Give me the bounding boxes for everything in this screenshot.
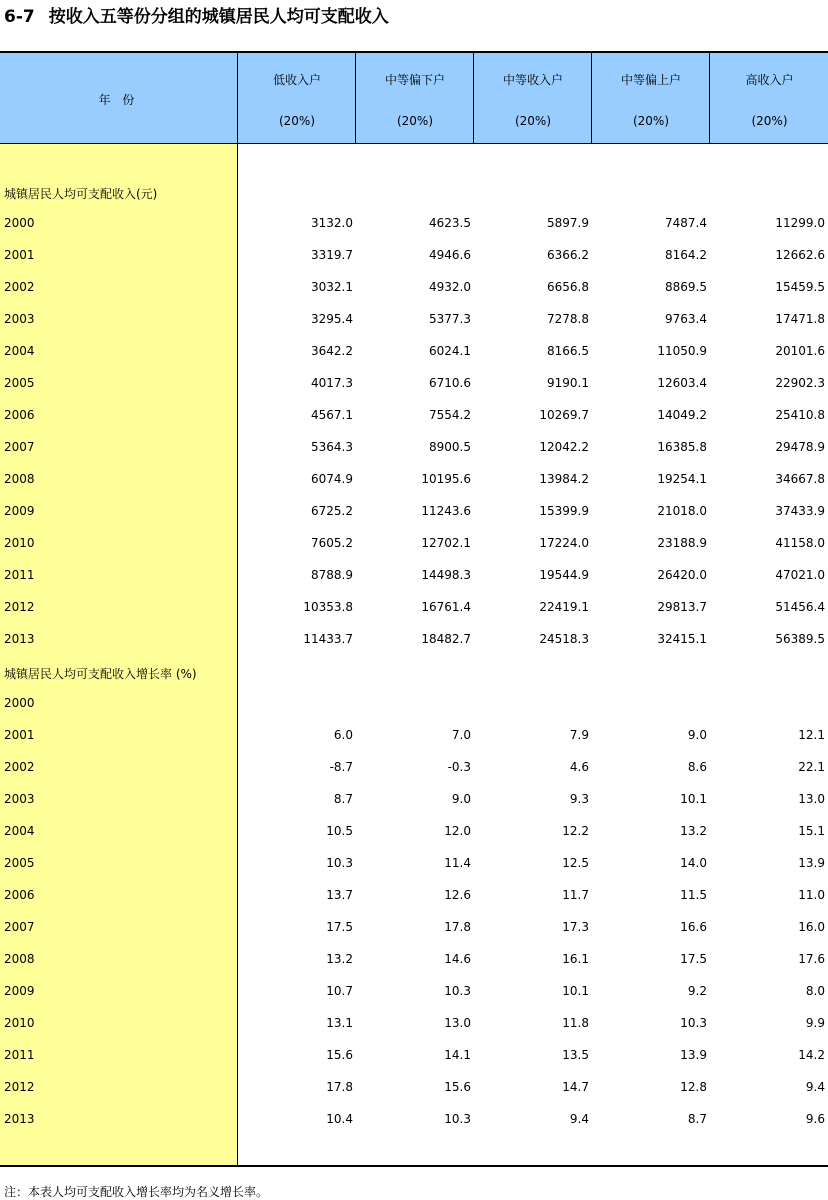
cell-value: 4567.1 <box>311 408 353 422</box>
header-col-name: 中等偏上户 <box>620 73 681 87</box>
cell-value: 22902.3 <box>775 376 825 390</box>
cell-value: 9.6 <box>805 1112 825 1126</box>
cell-value: 14.2 <box>798 1048 825 1062</box>
cell-value: 13.5 <box>562 1048 589 1062</box>
row-year: 2003 <box>4 312 35 326</box>
cell-value: 23188.9 <box>657 536 707 550</box>
row-year: 2008 <box>4 472 35 486</box>
cell-value: 17224.0 <box>539 536 589 550</box>
cell-value: -0.3 <box>447 760 471 774</box>
row-year: 2001 <box>4 728 35 742</box>
row-year: 2001 <box>4 248 35 262</box>
cell-value: 8.7 <box>687 1112 707 1126</box>
cell-value: 6656.8 <box>547 280 589 294</box>
row-year: 2004 <box>4 344 35 358</box>
cell-value: 7487.4 <box>665 216 707 230</box>
cell-value: 7554.2 <box>429 408 471 422</box>
cell-value: 18482.7 <box>421 632 471 646</box>
cell-value: 16385.8 <box>657 440 707 454</box>
table-row <box>0 272 828 304</box>
row-year: 2010 <box>4 536 35 550</box>
cell-value: 13.2 <box>326 952 353 966</box>
section-growth-label: 城镇居民人均可支配收入增长率 (%) <box>4 667 197 681</box>
cell-value: 6.0 <box>333 728 353 742</box>
bottom-rule <box>0 1165 828 1167</box>
table-row <box>0 432 828 464</box>
header-col-lower-middle <box>355 53 474 143</box>
table-row <box>0 944 828 976</box>
cell-value: 13984.2 <box>539 472 589 486</box>
header-col-middle <box>473 53 592 143</box>
cell-value: 8164.2 <box>665 248 707 262</box>
cell-value: 21018.0 <box>657 504 707 518</box>
cell-value: 10.3 <box>444 1112 471 1126</box>
table-header <box>0 53 828 144</box>
cell-value: 56389.5 <box>775 632 825 646</box>
row-year: 2007 <box>4 440 35 454</box>
cell-value: 17.5 <box>326 920 353 934</box>
row-year: 2008 <box>4 952 35 966</box>
cell-value: 5897.9 <box>547 216 589 230</box>
cell-value: 10.1 <box>680 792 707 806</box>
cell-value: 17.5 <box>680 952 707 966</box>
header-col-share: (20%) <box>514 114 552 128</box>
table-row <box>0 784 828 816</box>
cell-value: 17.8 <box>326 1080 353 1094</box>
cell-value: 4623.5 <box>429 216 471 230</box>
cell-value: 8166.5 <box>547 344 589 358</box>
cell-value: 11.4 <box>444 856 471 870</box>
cell-value: 19544.9 <box>539 568 589 582</box>
table-row <box>0 976 828 1008</box>
cell-value: 9.0 <box>687 728 707 742</box>
cell-value: 9190.1 <box>547 376 589 390</box>
cell-value: 4.6 <box>569 760 589 774</box>
cell-value: 12.1 <box>798 728 825 742</box>
cell-value: 7605.2 <box>311 536 353 550</box>
cell-value: 6074.9 <box>311 472 353 486</box>
row-year: 2012 <box>4 600 35 614</box>
cell-value: 11299.0 <box>775 216 825 230</box>
cell-value: 8.0 <box>805 984 825 998</box>
cell-value: 8869.5 <box>665 280 707 294</box>
cell-value: 16.6 <box>680 920 707 934</box>
cell-value: 10.5 <box>326 824 353 838</box>
cell-value: 4946.6 <box>429 248 471 262</box>
cell-value: 10195.6 <box>421 472 471 486</box>
row-year: 2005 <box>4 376 35 390</box>
cell-value: 13.9 <box>680 1048 707 1062</box>
cell-value: 9.0 <box>451 792 471 806</box>
cell-value: 37433.9 <box>775 504 825 518</box>
cell-value: 3032.1 <box>311 280 353 294</box>
table-row <box>0 464 828 496</box>
cell-value: 14.6 <box>444 952 471 966</box>
row-year: 2013 <box>4 632 35 646</box>
row-year: 2011 <box>4 568 35 582</box>
cell-value: 12662.6 <box>775 248 825 262</box>
row-year: 2011 <box>4 1048 35 1062</box>
cell-value: 17471.8 <box>775 312 825 326</box>
table-row <box>0 752 828 784</box>
header-col-name: 低收入户 <box>272 73 321 87</box>
table-row <box>0 1104 828 1136</box>
table-row <box>0 336 828 368</box>
cell-value: 19254.1 <box>657 472 707 486</box>
cell-value: 41158.0 <box>775 536 825 550</box>
cell-value: 14.1 <box>444 1048 471 1062</box>
row-year: 2010 <box>4 1016 35 1030</box>
cell-value: 10.3 <box>680 1016 707 1030</box>
cell-value: 6024.1 <box>429 344 471 358</box>
cell-value: 16761.4 <box>421 600 471 614</box>
table-row <box>0 240 828 272</box>
cell-value: 12.5 <box>562 856 589 870</box>
header-col-share: (20%) <box>278 114 316 128</box>
table-row <box>0 880 828 912</box>
cell-value: 12702.1 <box>421 536 471 550</box>
cell-value: 12.2 <box>562 824 589 838</box>
cell-value: 22419.1 <box>539 600 589 614</box>
cell-value: 24518.3 <box>539 632 589 646</box>
cell-value: 13.7 <box>326 888 353 902</box>
cell-value: 9.3 <box>569 792 589 806</box>
cell-value: 6725.2 <box>311 504 353 518</box>
cell-value: 10.1 <box>562 984 589 998</box>
cell-value: 14049.2 <box>657 408 707 422</box>
header-col-name: 高收入户 <box>745 73 794 87</box>
cell-value: 12042.2 <box>539 440 589 454</box>
cell-value: 14.0 <box>680 856 707 870</box>
cell-value: 47021.0 <box>775 568 825 582</box>
cell-value: 11433.7 <box>303 632 353 646</box>
table-row <box>0 848 828 880</box>
header-col-high <box>709 53 828 143</box>
cell-value: 17.6 <box>798 952 825 966</box>
cell-value: 15.6 <box>326 1048 353 1062</box>
row-year: 2002 <box>4 280 35 294</box>
row-year: 2006 <box>4 888 35 902</box>
table-number: 6-7 <box>4 7 35 27</box>
cell-value: 9.4 <box>805 1080 825 1094</box>
cell-value: 15399.9 <box>539 504 589 518</box>
cell-value: 7.0 <box>451 728 471 742</box>
row-year: 2000 <box>4 696 35 710</box>
cell-value: 22.1 <box>798 760 825 774</box>
table-row <box>0 304 828 336</box>
cell-value: 12603.4 <box>657 376 707 390</box>
cell-value: 11050.9 <box>657 344 707 358</box>
cell-value: 4017.3 <box>311 376 353 390</box>
cell-value: 3319.7 <box>311 248 353 262</box>
cell-value: 4932.0 <box>429 280 471 294</box>
header-col-name: 中等收入户 <box>502 73 563 87</box>
section-income-label: 城镇居民人均可支配收入(元) <box>4 187 158 201</box>
cell-value: 15.6 <box>444 1080 471 1094</box>
table-row <box>0 912 828 944</box>
table-row <box>0 560 828 592</box>
table-row <box>0 720 828 752</box>
cell-value: 15459.5 <box>775 280 825 294</box>
row-year: 2005 <box>4 856 35 870</box>
cell-value: 7278.8 <box>547 312 589 326</box>
page-title <box>4 6 389 32</box>
table-row <box>0 1008 828 1040</box>
cell-value: 11.5 <box>680 888 707 902</box>
cell-value: 11.0 <box>798 888 825 902</box>
table-row <box>0 1072 828 1104</box>
cell-value: 29813.7 <box>657 600 707 614</box>
cell-value: 32415.1 <box>657 632 707 646</box>
cell-value: 13.0 <box>444 1016 471 1030</box>
cell-value: 14.7 <box>562 1080 589 1094</box>
header-col-name: 中等偏下户 <box>384 73 445 87</box>
table-row <box>0 496 828 528</box>
table-title: 按收入五等份分组的城镇居民人均可支配收入 <box>48 7 389 27</box>
cell-value: 17.3 <box>562 920 589 934</box>
cell-value: 13.2 <box>680 824 707 838</box>
header-col-low <box>237 53 356 143</box>
cell-value: 11.8 <box>562 1016 589 1030</box>
cell-value: 12.8 <box>680 1080 707 1094</box>
table-row <box>0 400 828 432</box>
table-row <box>0 208 828 240</box>
cell-value: 14498.3 <box>421 568 471 582</box>
cell-value: 3132.0 <box>311 216 353 230</box>
cell-value: 10.3 <box>444 984 471 998</box>
cell-value: 10.4 <box>326 1112 353 1126</box>
cell-value: 10.7 <box>326 984 353 998</box>
table-row <box>0 592 828 624</box>
cell-value: 20101.6 <box>775 344 825 358</box>
cell-value: 26420.0 <box>657 568 707 582</box>
cell-value: 8900.5 <box>429 440 471 454</box>
cell-value: 11243.6 <box>421 504 471 518</box>
cell-value: 5377.3 <box>429 312 471 326</box>
cell-value: 9763.4 <box>665 312 707 326</box>
row-year: 2006 <box>4 408 35 422</box>
header-col-share: (20%) <box>396 114 434 128</box>
header-year <box>0 53 237 143</box>
cell-value: 6366.2 <box>547 248 589 262</box>
header-col-share: (20%) <box>751 114 788 128</box>
table-row <box>0 1040 828 1072</box>
cell-value: 3295.4 <box>311 312 353 326</box>
cell-value: 5364.3 <box>311 440 353 454</box>
cell-value: 16.0 <box>798 920 825 934</box>
table-row <box>0 528 828 560</box>
header-col-share: (20%) <box>632 114 670 128</box>
row-year: 2007 <box>4 920 35 934</box>
cell-value: 8.7 <box>333 792 353 806</box>
cell-value: 6710.6 <box>429 376 471 390</box>
cell-value: 13.0 <box>798 792 825 806</box>
cell-value: 9.4 <box>569 1112 589 1126</box>
cell-value: 13.9 <box>798 856 825 870</box>
row-year: 2012 <box>4 1080 35 1094</box>
header-col-upper-middle <box>591 53 710 143</box>
table-row <box>0 816 828 848</box>
cell-value: 9.2 <box>687 984 707 998</box>
cell-value: 25410.8 <box>775 408 825 422</box>
cell-value: 11.7 <box>562 888 589 902</box>
row-year: 2003 <box>4 792 35 806</box>
row-year: 2002 <box>4 760 35 774</box>
table-row <box>0 624 828 656</box>
row-year: 2009 <box>4 984 35 998</box>
cell-value: 8788.9 <box>311 568 353 582</box>
cell-value: 15.1 <box>798 824 825 838</box>
table-row <box>0 368 828 400</box>
row-year: 2000 <box>4 216 35 230</box>
cell-value: 3642.2 <box>311 344 353 358</box>
row-year: 2013 <box>4 1112 35 1126</box>
cell-value: 12.0 <box>444 824 471 838</box>
cell-value: 7.9 <box>569 728 589 742</box>
cell-value: 51456.4 <box>775 600 825 614</box>
header-year-label: 年 份 <box>98 93 139 107</box>
cell-value: 17.8 <box>444 920 471 934</box>
row-year: 2004 <box>4 824 35 838</box>
cell-value: 16.1 <box>562 952 589 966</box>
cell-value: 29478.9 <box>775 440 825 454</box>
table-row <box>0 688 828 720</box>
cell-value: 10269.7 <box>539 408 589 422</box>
cell-value: -8.7 <box>329 760 353 774</box>
cell-value: 10.3 <box>326 856 353 870</box>
footnote: 注：本表人均可支配收入增长率均为名义增长率。 <box>4 1185 269 1199</box>
cell-value: 9.9 <box>805 1016 825 1030</box>
cell-value: 34667.8 <box>775 472 825 486</box>
cell-value: 10353.8 <box>303 600 353 614</box>
cell-value: 8.6 <box>687 760 707 774</box>
cell-value: 13.1 <box>326 1016 353 1030</box>
row-year: 2009 <box>4 504 35 518</box>
cell-value: 12.6 <box>444 888 471 902</box>
